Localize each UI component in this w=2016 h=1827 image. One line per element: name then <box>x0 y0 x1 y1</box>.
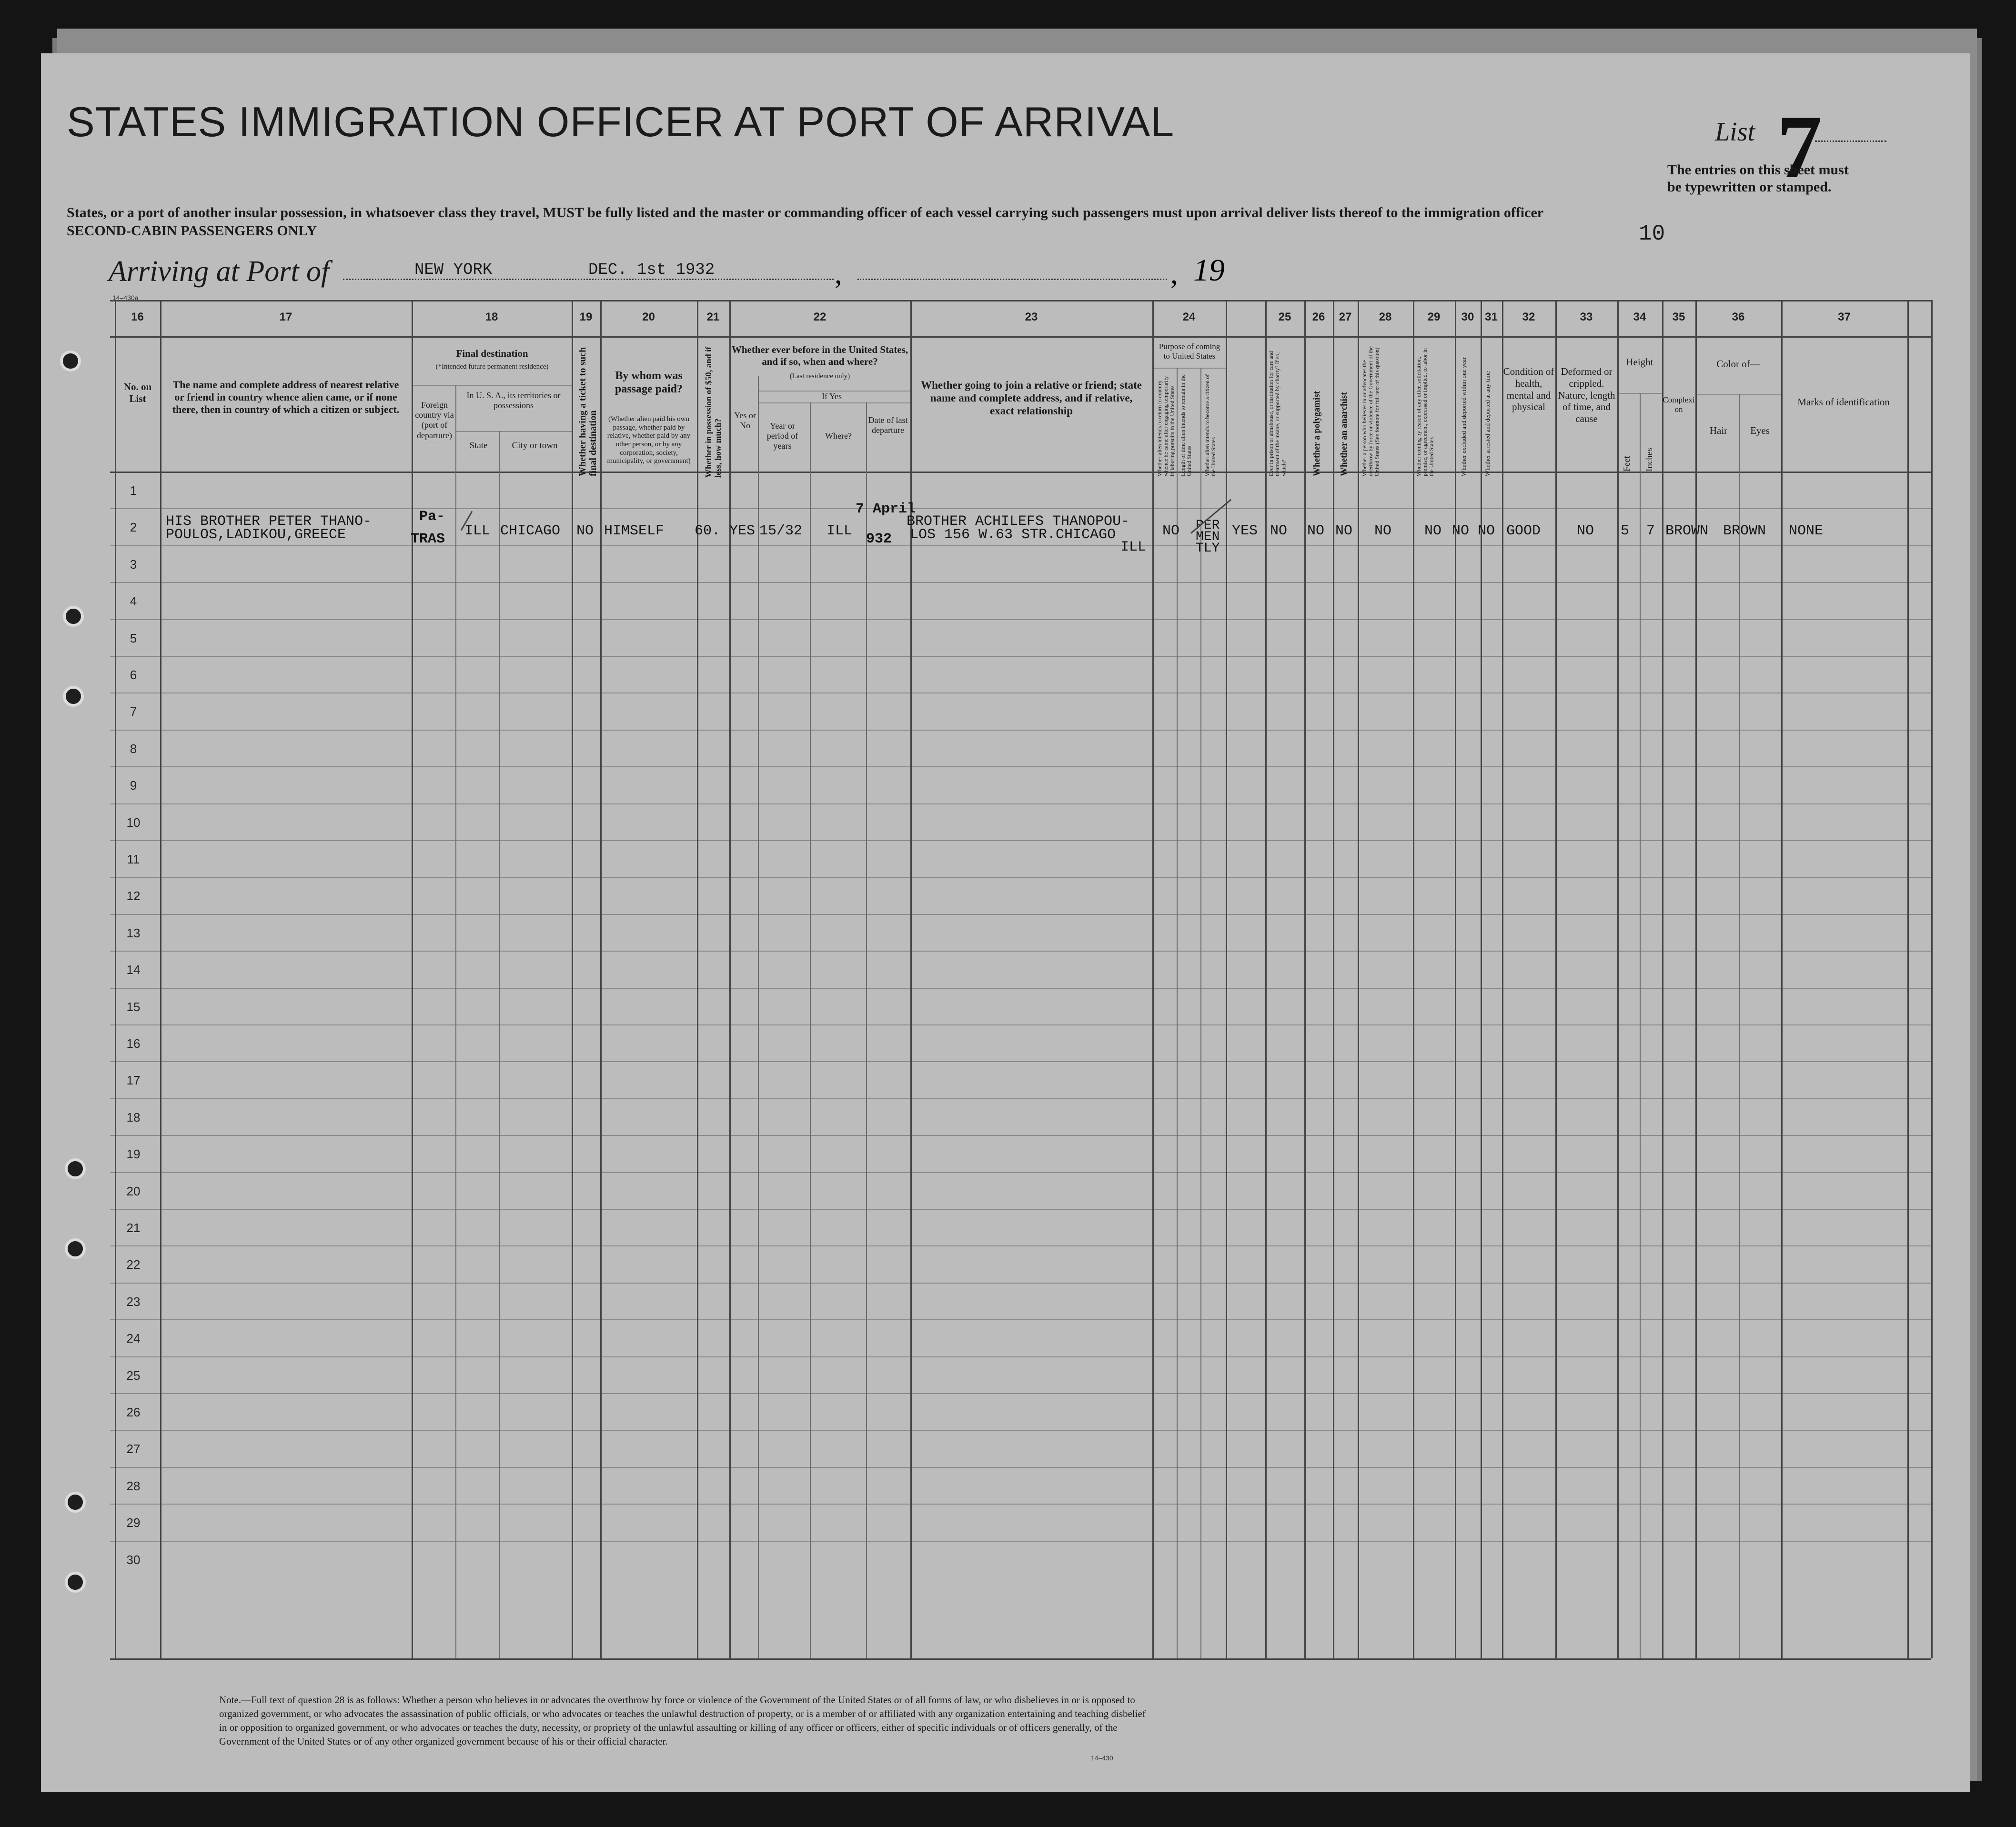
grid-line <box>110 1283 1931 1284</box>
row-number: 13 <box>126 926 141 940</box>
col-number: 20 <box>642 311 655 323</box>
row-number: 19 <box>126 1147 141 1161</box>
cell-q31: NO <box>1478 523 1495 539</box>
row-number: 12 <box>126 889 141 903</box>
cabin-class: SECOND-CABIN PASSENGERS ONLY <box>67 223 317 239</box>
header-arrested: Whether arrested and deported at any time <box>1484 371 1491 476</box>
cell-city: CHICAGO <box>500 523 561 539</box>
grid-line <box>110 472 1931 473</box>
col-number: 18 <box>485 311 498 323</box>
header-q29: Whether coming by reason of any offer, solicitation, promise, or agreement, expressed or implied, to labor in the United States <box>1415 348 1435 476</box>
grid-line <box>110 1098 1931 1099</box>
header-inches: Inches <box>1644 448 1654 472</box>
grid-line <box>600 300 602 1658</box>
cell-joining-line3: ILL <box>1120 539 1147 555</box>
grid-line <box>110 1024 1931 1025</box>
cell-citizen: YES <box>1232 523 1258 539</box>
cell-prison: NO <box>1270 523 1288 539</box>
grid-line <box>110 300 1931 301</box>
grid-line <box>110 1061 1931 1062</box>
row-number: 16 <box>126 1036 141 1051</box>
grid-line <box>1333 300 1334 1658</box>
header-ticket: Whether having a ticket to such final destination <box>577 347 598 476</box>
header-yes-or-no: Yes or No <box>734 411 756 431</box>
grid-line <box>110 1209 1931 1210</box>
cell-complexion: BROWN <box>1665 523 1709 539</box>
row-number: 24 <box>126 1331 141 1345</box>
cell-hair: BROWN <box>1723 523 1766 539</box>
header-health: Condition of health, mental and physical <box>1503 366 1554 413</box>
header-color-of: Color of— <box>1716 358 1760 370</box>
cell-last-departure-line1: 7 April <box>856 501 916 517</box>
row-number: 1 <box>130 483 137 498</box>
cell-polygamist: NO <box>1307 523 1325 539</box>
col-number: 21 <box>706 311 720 323</box>
cell-relative-line1: HIS BROTHER PETER THANO- <box>166 513 372 530</box>
grid-line <box>110 1541 1931 1542</box>
header-nearest-relative: The name and complete address of nearest relative or friend in country whence alien came, or if none there, then in country of which a citizen or subject. <box>172 379 400 415</box>
grid-line <box>1200 368 1201 1658</box>
punch-hole <box>65 1492 86 1513</box>
header-if-yes: If Yes— <box>821 392 850 401</box>
header-no-on-list: No. on List <box>123 381 152 404</box>
grid-line <box>110 656 1931 657</box>
header-feet: Feet <box>1622 456 1632 472</box>
header-citizen-intent: Whether alien intends to become a citizen of the United States <box>1204 374 1217 476</box>
cell-ticket: NO <box>576 523 594 539</box>
cell-foreign-via-line2: TRAS <box>411 531 445 547</box>
col-number: 22 <box>813 311 827 323</box>
row-number: 15 <box>126 1000 141 1014</box>
grid-line <box>455 431 572 432</box>
header-in-usa: In U. S. A., its territories or possessions <box>466 391 561 411</box>
row-number: 26 <box>126 1405 141 1419</box>
col-number: 24 <box>1182 311 1196 323</box>
grid-line <box>110 730 1931 731</box>
punch-hole <box>60 351 81 371</box>
header-q28: Whether a person who believes in or advocates the overthrow by force or violence of the Government of the United States (See footnote for full text of this question) <box>1361 346 1381 476</box>
cell-anarchist: NO <box>1335 523 1353 539</box>
cell-health: GOOD <box>1506 523 1541 539</box>
cell-q28: NO <box>1374 523 1392 539</box>
col-number: 34 <box>1633 311 1646 323</box>
row-number: 11 <box>127 852 140 866</box>
grid-line <box>758 376 759 1658</box>
grid-line <box>810 402 811 1658</box>
header-anarchist: Whether an anarchist <box>1339 392 1349 476</box>
grid-line <box>1907 300 1909 1658</box>
grid-line <box>1177 368 1178 1658</box>
row-number: 17 <box>126 1073 141 1087</box>
cell-state: ILL <box>464 523 491 539</box>
col-number: 28 <box>1379 311 1392 323</box>
row-number: 14 <box>126 963 141 977</box>
row-number: 9 <box>130 778 137 793</box>
grid-line <box>110 1504 1931 1505</box>
header-complexion: Complexion <box>1663 395 1695 414</box>
punch-hole <box>65 1158 86 1179</box>
grid-line <box>1152 368 1226 369</box>
grid-line <box>110 1393 1931 1394</box>
row-number: 27 <box>126 1442 141 1456</box>
footnote-q28: Note.—Full text of question 28 is as follows: Whether a person who believes in or advocates the overthrow by force or violence of the Government of the United States or of all forms of law, or who disbelieves in or is opposed to organized government, or who advocates the assassination of public officials, or who advocates or teaches the unlawful destruction of property, or is a member of or affiliated with any organization entertaining and teaching disbelief in or opposition to organized government, or who advocates or teaches the duty, necessity, or propriety of the unlawful assaulting or killing of any officer or officers, either of specific individuals or of officers generally, of the Government of the United States or of any other organized government because of his or their official character. <box>219 1694 1146 1747</box>
list-label: List <box>1715 117 1755 147</box>
header-deformed: Deformed or crippled. Nature, length of time, and cause <box>1558 366 1615 425</box>
grid-line <box>110 336 1931 338</box>
entries-note-1: The entries on this sheet must <box>1667 162 1849 178</box>
grid-line <box>1455 300 1456 1658</box>
grid-line <box>1413 300 1414 1658</box>
grid-line <box>697 300 698 1658</box>
grid-line <box>1695 300 1697 1658</box>
header-state: State <box>469 441 488 451</box>
date-value: DEC. 1st 1932 <box>588 261 715 279</box>
year-prefix: 19 <box>1193 253 1225 288</box>
header-marks: Marks of identification <box>1797 396 1890 408</box>
col-number: 19 <box>579 311 593 323</box>
header-height: Height <box>1626 356 1653 368</box>
row-number: 30 <box>126 1553 141 1567</box>
list-number: 7 <box>1777 97 1822 197</box>
header-last-departure: Date of last departure <box>868 415 908 435</box>
col-number: 29 <box>1427 311 1441 323</box>
row-number: 29 <box>126 1516 141 1530</box>
row-number: 21 <box>126 1221 141 1235</box>
col-number: 27 <box>1339 311 1352 323</box>
header-return-intent: Whether alien intends to return to country whence he came after engaging temporarily in laboring pursuits in the United States <box>1156 376 1176 476</box>
cell-passage-paid: HIMSELF <box>604 523 665 539</box>
cell-last-departure-line2: 932 <box>866 531 892 547</box>
grid-line <box>110 1467 1931 1468</box>
grid-line <box>110 877 1931 878</box>
grid-line <box>1781 300 1783 1658</box>
row-number: 3 <box>130 557 137 572</box>
header-passage-note: (Whether alien paid his own passage, whether paid by relative, whether paid by any other person, or by any corporation, society, municipality, or government) <box>607 415 691 465</box>
grid-line <box>1931 300 1933 1658</box>
grid-line <box>110 1658 1931 1660</box>
row-number: 5 <box>130 631 137 645</box>
row-number: 22 <box>126 1257 141 1272</box>
row-number: 25 <box>126 1368 141 1383</box>
cell-length-line2: MEN <box>1196 530 1220 544</box>
row-number: 6 <box>130 668 137 682</box>
col-number: 33 <box>1580 311 1593 323</box>
grid-line <box>1265 300 1267 1658</box>
grid-line <box>866 402 867 1658</box>
grid-line <box>110 619 1931 620</box>
col-number: 31 <box>1485 311 1498 323</box>
cell-marks: NONE <box>1789 523 1824 539</box>
header-purpose: Purpose of coming to United States <box>1159 342 1220 361</box>
row-number: 23 <box>126 1295 141 1309</box>
col-number: 37 <box>1838 311 1851 323</box>
grid-line <box>110 914 1931 915</box>
grid-line <box>110 1430 1931 1431</box>
grid-line <box>1695 394 1781 395</box>
grid-line <box>110 508 1931 509</box>
cell-period: 15/32 <box>759 523 803 539</box>
port-value: NEW YORK <box>414 261 493 279</box>
header-going-to-join: Whether going to join a relative or friend; state name and complete address, and if relative, exact relationship <box>921 379 1142 417</box>
cell-length-line3: TLY <box>1196 541 1220 556</box>
punch-hole <box>65 1238 86 1259</box>
row-number: 10 <box>126 815 141 830</box>
grid-line <box>1358 300 1359 1658</box>
grid-line <box>160 300 161 1658</box>
grid-line <box>110 951 1931 952</box>
header-money: Whether in possession of $50, and if less, how much? <box>704 346 723 478</box>
grid-line <box>110 1319 1931 1320</box>
grid-line <box>758 402 910 403</box>
cell-length-line1: PER <box>1196 518 1220 533</box>
col-number: 16 <box>131 311 144 323</box>
row-number: 8 <box>130 742 137 756</box>
cell-where: ILL <box>827 523 853 539</box>
cell-joining-line2: LOS 156 W.63 STR.CHICAGO <box>910 527 1116 543</box>
col-number: 36 <box>1732 311 1745 323</box>
header-passage-paid: By whom was passage paid? <box>615 370 683 396</box>
grid-line <box>1152 300 1154 1658</box>
col-number: 35 <box>1672 311 1685 323</box>
header-length-of-stay: Length of time alien intends to remain in the United States <box>1179 374 1193 476</box>
grid-line <box>110 1135 1931 1136</box>
header-excluded: Whether excluded and deported within one year <box>1460 357 1467 476</box>
grid-line <box>1640 393 1641 1658</box>
header-final-destination: Final destination <box>456 348 528 359</box>
grid-line <box>729 300 731 1658</box>
col-number: 26 <box>1312 311 1325 323</box>
row-number: 18 <box>126 1110 141 1124</box>
grid-line <box>412 385 572 386</box>
grid-line <box>110 803 1931 804</box>
grid-line <box>1304 300 1306 1658</box>
cell-deformed: NO <box>1577 523 1594 539</box>
cell-q29: NO <box>1424 523 1442 539</box>
grid-line <box>499 431 500 1658</box>
grid-line <box>110 766 1931 767</box>
header-prison: Ever in prison or almshouse, or institution for care and treatment of the insane, or supported by charity? If so, which? <box>1268 351 1287 476</box>
grid-line <box>110 1172 1931 1173</box>
entries-note-2: be typewritten or stamped. <box>1667 179 1832 195</box>
col-number: 17 <box>279 311 292 323</box>
grid-line <box>412 300 413 1658</box>
col-number: 23 <box>1025 311 1038 323</box>
grid-line <box>572 300 573 1658</box>
row-number: 4 <box>130 594 137 608</box>
header-eyes: Eyes <box>1750 425 1770 436</box>
cell-return: NO <box>1162 523 1180 539</box>
header-final-destination-sub: (*Intended future permanent residence) <box>435 363 549 371</box>
header-city: City or town <box>512 441 558 451</box>
grid-line <box>1739 394 1740 1658</box>
cell-money: 60. <box>695 523 721 539</box>
grid-line <box>110 582 1931 583</box>
form-number-bottom: 14–430 <box>1091 1754 1113 1762</box>
col-number: 30 <box>1461 311 1474 323</box>
row-number: 2 <box>130 520 137 534</box>
punch-hole <box>63 686 84 707</box>
punch-hole <box>65 1572 86 1593</box>
grid-line <box>110 1245 1931 1246</box>
grid-line <box>1662 300 1663 1658</box>
grid-line <box>1481 300 1482 1658</box>
grid-line <box>1617 300 1619 1658</box>
col-number: 32 <box>1522 311 1535 323</box>
header-polygamist: Whether a polygamist <box>1312 391 1322 476</box>
cell-feet: 5 <box>1621 523 1630 539</box>
header-period: Year or period of years <box>766 421 798 451</box>
grid-line <box>110 1356 1931 1357</box>
cell-relative-line2: POULOS,LADIKOU,GREECE <box>166 527 346 543</box>
form-number-top: 14–430a <box>112 294 139 301</box>
comma: , <box>1170 258 1178 290</box>
row-number: 7 <box>130 704 137 719</box>
page-title: STATES IMMIGRATION OFFICER AT PORT OF ARRIVAL <box>67 98 1175 145</box>
header-ever-before: Whether ever before in the United States, and if so, when and where? <box>731 344 908 367</box>
cell-inches: 7 <box>1646 523 1655 539</box>
header-where: Where? <box>825 431 852 441</box>
header-hair: Hair <box>1709 425 1728 436</box>
arriving-label: Arriving at Port of <box>109 255 330 288</box>
cell-foreign-via-line1: Pa- <box>419 509 445 525</box>
grid-line <box>110 988 1931 989</box>
cell-ever-before: YES <box>729 523 756 539</box>
header-foreign-country: Foreign country via (port of departure)— <box>415 400 454 450</box>
grid-line <box>110 840 1931 841</box>
cell-joining-line1: BROTHER ACHILEFS THANOPOU- <box>907 513 1130 530</box>
instruction-line: States, or a port of another insular possession, in whatsoever class they travel, MUST be fully listed and the master or commanding officer of each vessel carrying such passengers must upon arrival deliver lists thereof to the immigration officer <box>67 205 1544 221</box>
page-number: 10 <box>1639 221 1665 246</box>
grid-line <box>455 385 456 1658</box>
header-last-residence: (Last residence only) <box>789 372 850 380</box>
second-date-line <box>857 279 1167 280</box>
grid-line <box>110 545 1931 546</box>
comma: , <box>835 258 842 290</box>
col-number: 25 <box>1278 311 1291 323</box>
row-number: 28 <box>126 1479 141 1493</box>
grid-line <box>1502 300 1503 1658</box>
punch-hole <box>63 606 84 627</box>
row-number: 20 <box>126 1184 141 1198</box>
cell-q30: NO <box>1452 523 1470 539</box>
list-number-line <box>1815 141 1886 142</box>
grid-line <box>1555 300 1557 1658</box>
